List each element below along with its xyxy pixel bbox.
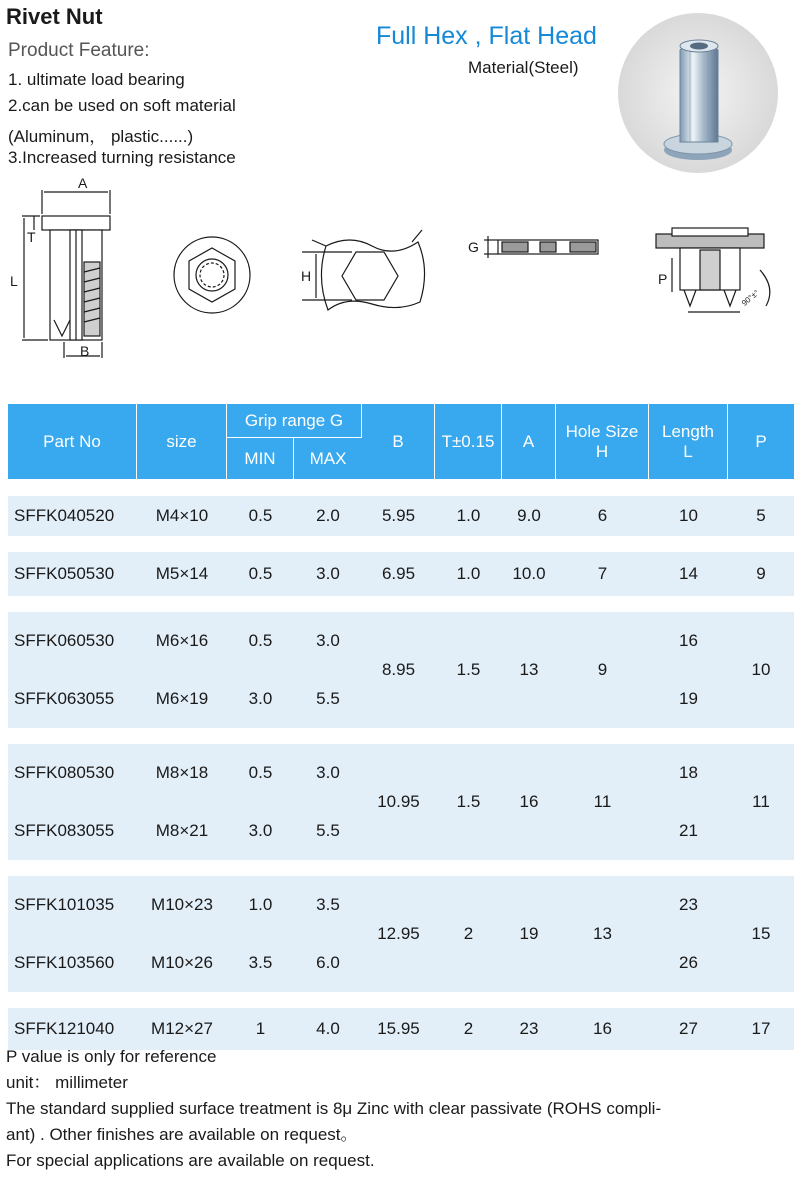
- b-cell: 12.95: [362, 876, 435, 992]
- grip-min-cell: 3.0: [227, 670, 294, 728]
- col-header-b: B: [362, 404, 435, 480]
- t-cell: 2: [435, 1008, 502, 1050]
- spec-table: [8, 404, 794, 1050]
- size-cell: M10×23: [137, 876, 227, 934]
- t-cell: 1.5: [435, 612, 502, 728]
- grip-min-cell: 0.5: [227, 612, 294, 670]
- grip-min-cell: 3.0: [227, 802, 294, 860]
- table-row: [8, 744, 794, 802]
- col-header-max: MAX: [294, 438, 362, 480]
- hole-size-cell: 13: [556, 876, 649, 992]
- part-no-cell: SFFK040520: [8, 496, 137, 536]
- length-label: Length: [662, 421, 714, 441]
- col-header-p: P: [728, 404, 794, 480]
- col-header-size: size: [137, 404, 227, 480]
- table-row: [8, 552, 794, 596]
- b-cell: 15.95: [362, 1008, 435, 1050]
- grip-max-cell: 5.5: [294, 802, 362, 860]
- hole-size-cell: 9: [556, 612, 649, 728]
- grip-min-cell: 0.5: [227, 744, 294, 802]
- col-header-a: A: [502, 404, 556, 480]
- grip-min-cell: 0.5: [227, 552, 294, 596]
- size-cell: M10×26: [137, 934, 227, 992]
- angle-label: 90°±°: [739, 288, 761, 308]
- col-header-min: MIN: [227, 438, 294, 480]
- dim-label-h: H: [301, 268, 312, 284]
- part-no-cell: SFFK060530: [8, 612, 137, 670]
- b-cell: 10.95: [362, 744, 435, 860]
- part-no-cell: SFFK083055: [8, 802, 137, 860]
- grip-max-cell: 3.0: [294, 612, 362, 670]
- side-view-drawing: [22, 190, 110, 358]
- size-cell: M4×10: [137, 496, 227, 536]
- part-no-cell: SFFK121040: [8, 1008, 137, 1050]
- a-cell: 10.0: [502, 552, 556, 596]
- size-cell: M6×19: [137, 670, 227, 728]
- grip-min-cell: 1.0: [227, 876, 294, 934]
- col-header-hole-size: [556, 404, 649, 480]
- col-header-length: [649, 404, 728, 480]
- grip-min-cell: 3.5: [227, 934, 294, 992]
- length-cell: 23: [649, 876, 728, 934]
- size-cell: M6×16: [137, 612, 227, 670]
- t-cell: 1.0: [435, 552, 502, 596]
- hex-hole-drawing: [302, 230, 425, 310]
- part-no-cell: SFFK101035: [8, 876, 137, 934]
- b-cell: 6.95: [362, 552, 435, 596]
- length-cell: 19: [649, 670, 728, 728]
- b-cell: 5.95: [362, 496, 435, 536]
- dim-label-g: G: [468, 239, 479, 255]
- grip-max-cell: 2.0: [294, 496, 362, 536]
- length-cell: 18: [649, 744, 728, 802]
- t-cell: 1.5: [435, 744, 502, 860]
- p-cell: 17: [728, 1008, 794, 1050]
- note-line: P value is only for reference: [6, 1047, 217, 1066]
- part-no-cell: SFFK050530: [8, 552, 137, 596]
- length-cell: 21: [649, 802, 728, 860]
- part-no-cell: SFFK080530: [8, 744, 137, 802]
- length-cell: 27: [649, 1008, 728, 1050]
- feature-item: (Aluminum， plastic......): [8, 127, 194, 146]
- product-title: Full Hex , Flat Head: [376, 22, 597, 50]
- top-view-drawing: [174, 237, 250, 313]
- length-cell: 10: [649, 496, 728, 536]
- part-no-cell: SFFK103560: [8, 934, 137, 992]
- hole-size-symbol: H: [595, 441, 609, 461]
- grip-max-cell: 5.5: [294, 670, 362, 728]
- col-header-t: T±0.15: [435, 404, 502, 480]
- size-cell: M8×18: [137, 744, 227, 802]
- technical-drawings: [0, 170, 800, 375]
- rivet-nut-photo: [610, 10, 786, 176]
- t-cell: 1.0: [435, 496, 502, 536]
- table-row: [8, 876, 794, 934]
- part-no-cell: SFFK063055: [8, 670, 137, 728]
- hole-size-cell: 6: [556, 496, 649, 536]
- dim-label-l: L: [10, 273, 18, 289]
- size-cell: M12×27: [137, 1008, 227, 1050]
- hole-size-cell: 7: [556, 552, 649, 596]
- length-symbol: L: [683, 441, 693, 461]
- grip-min-cell: 1: [227, 1008, 294, 1050]
- p-cell: 15: [728, 876, 794, 992]
- note-line: unit： millimeter: [6, 1073, 128, 1092]
- notes: [6, 1044, 786, 1174]
- hole-size-cell: 11: [556, 744, 649, 860]
- a-cell: 23: [502, 1008, 556, 1050]
- grip-min-cell: 0.5: [227, 496, 294, 536]
- material-label: Material(Steel): [468, 58, 579, 77]
- plate-section-drawing: [484, 236, 598, 258]
- size-cell: M8×21: [137, 802, 227, 860]
- t-cell: 2: [435, 876, 502, 992]
- note-line: ant) . Other finishes are available on request。: [6, 1125, 358, 1144]
- length-cell: 16: [649, 612, 728, 670]
- hole-size-label: Hole Size: [565, 421, 639, 441]
- feature-heading: Product Feature:: [8, 40, 150, 61]
- dim-label-a: A: [78, 175, 88, 191]
- a-cell: 9.0: [502, 496, 556, 536]
- grip-max-cell: 3.5: [294, 876, 362, 934]
- length-cell: 14: [649, 552, 728, 596]
- dim-label-b: B: [80, 343, 90, 359]
- table-row: [8, 612, 794, 670]
- note-line: The standard supplied surface treatment is 8μ Zinc with clear passivate (ROHS compli-: [6, 1099, 662, 1118]
- note-line: For special applications are available on request.: [6, 1151, 375, 1170]
- grip-max-cell: 3.0: [294, 744, 362, 802]
- p-cell: 9: [728, 552, 794, 596]
- p-cell: 5: [728, 496, 794, 536]
- feature-item: 1. ultimate load bearing: [8, 70, 185, 89]
- col-header-part-no: Part No: [8, 404, 137, 480]
- grip-max-cell: 4.0: [294, 1008, 362, 1050]
- a-cell: 19: [502, 876, 556, 992]
- a-cell: 13: [502, 612, 556, 728]
- a-cell: 16: [502, 744, 556, 860]
- grip-max-cell: 6.0: [294, 934, 362, 992]
- table-row: [8, 496, 794, 536]
- page-title: Rivet Nut: [6, 4, 103, 29]
- col-header-grip-range: Grip range G: [227, 404, 362, 438]
- grip-max-cell: 3.0: [294, 552, 362, 596]
- p-cell: 11: [728, 744, 794, 860]
- feature-item: 2.can be used on soft material: [8, 96, 236, 115]
- p-cell: 10: [728, 612, 794, 728]
- dim-label-t: T: [27, 229, 36, 245]
- length-cell: 26: [649, 934, 728, 992]
- feature-item: 3.Increased turning resistance: [8, 148, 236, 167]
- size-cell: M5×14: [137, 552, 227, 596]
- b-cell: 8.95: [362, 612, 435, 728]
- dim-label-p: P: [658, 271, 668, 287]
- hole-size-cell: 16: [556, 1008, 649, 1050]
